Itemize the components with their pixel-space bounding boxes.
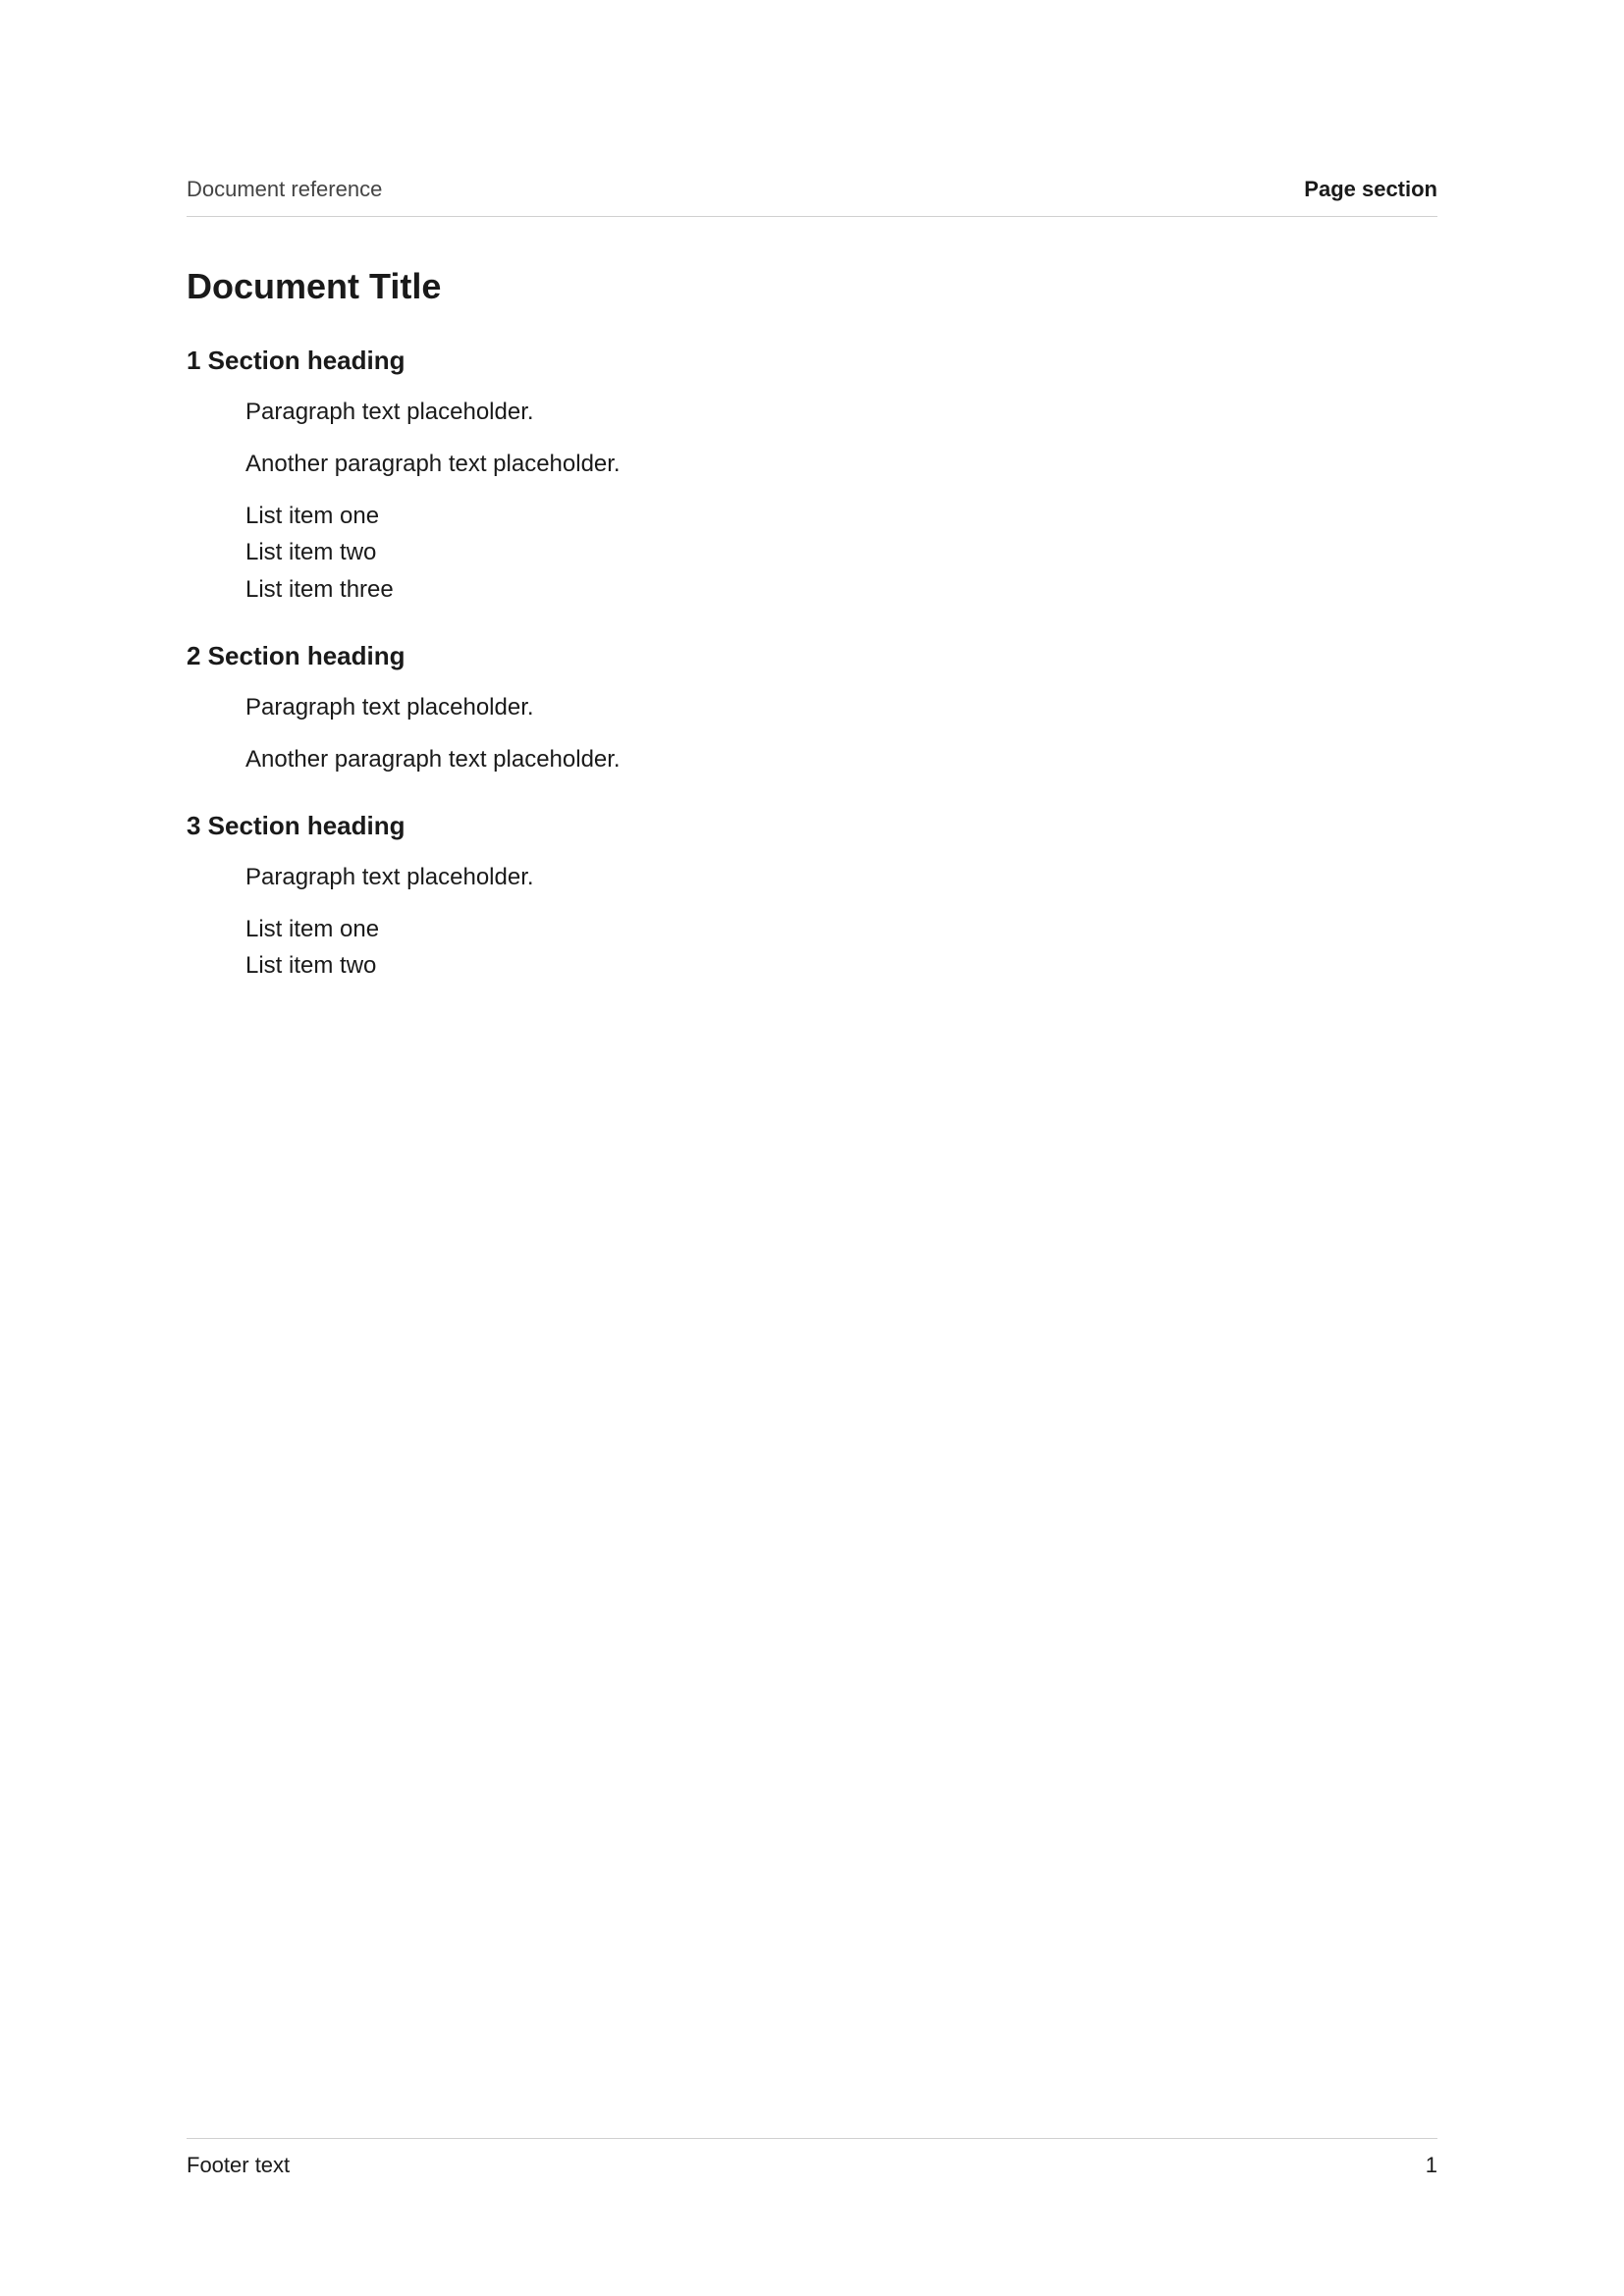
section-heading: 2 Section heading xyxy=(187,640,406,670)
document-body xyxy=(187,346,1437,985)
page-header xyxy=(187,177,1437,217)
paragraph: Another paragraph text placeholder. xyxy=(245,745,621,773)
document-section xyxy=(187,811,1437,985)
document-title: Document Title xyxy=(187,266,442,306)
list-item: List item one xyxy=(245,503,380,530)
page-number: 1 xyxy=(1425,2153,1437,2177)
paragraph: Another paragraph text placeholder. xyxy=(245,450,621,477)
paragraph: Paragraph text placeholder. xyxy=(245,693,534,721)
bullet-list xyxy=(187,911,1437,984)
section-heading: 3 Section heading xyxy=(187,811,406,841)
footer-text: Footer text xyxy=(187,2153,291,2177)
paragraph: Paragraph text placeholder. xyxy=(245,398,534,425)
document-section xyxy=(187,346,1437,608)
document-section xyxy=(187,641,1437,777)
page-footer xyxy=(187,2138,1437,2178)
list-item: List item three xyxy=(245,575,394,603)
document-code: Page section xyxy=(1304,177,1437,201)
header-left-text: Document reference xyxy=(187,177,383,201)
section-heading: 1 Section heading xyxy=(187,345,406,375)
list-item: List item two xyxy=(245,539,377,566)
list-item: List item two xyxy=(245,952,377,980)
list-item: List item one xyxy=(245,916,380,943)
paragraph: Paragraph text placeholder. xyxy=(245,864,534,891)
bullet-list xyxy=(187,498,1437,608)
